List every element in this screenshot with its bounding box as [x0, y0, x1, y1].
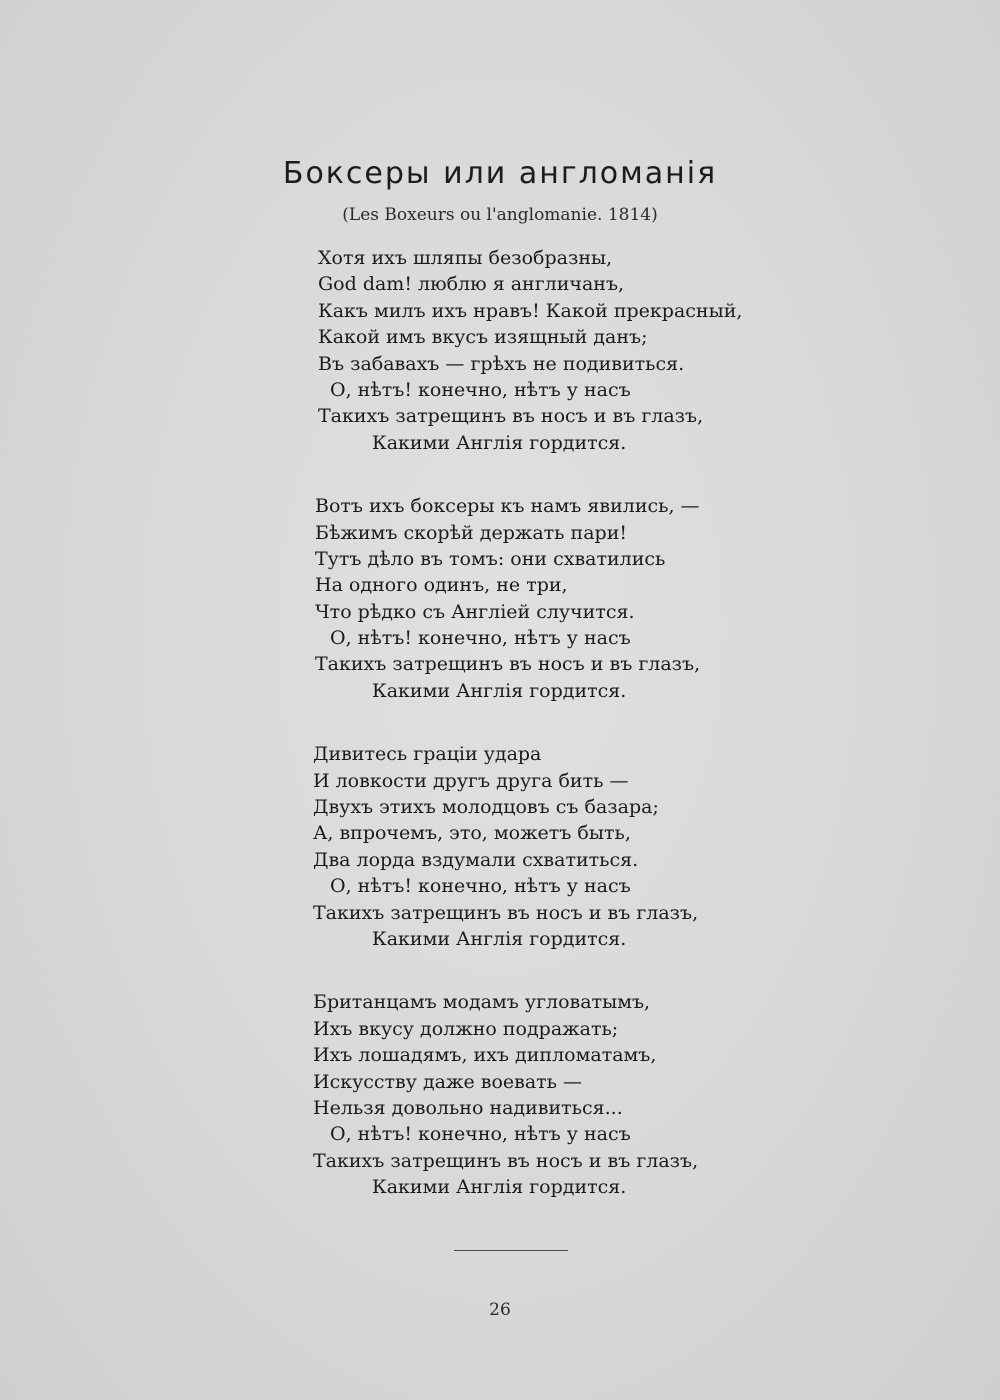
verse-line: На одного одинъ, не три, — [315, 574, 568, 597]
stanza-3 — [0, 741, 1000, 952]
verse-line: Британцамъ модамъ угловатымъ, — [313, 991, 651, 1014]
stanza-4 — [0, 989, 1000, 1200]
refrain-line: Такихъ затрещинъ въ носъ и въ глазъ, — [313, 1149, 699, 1172]
verse-line: И ловкости другъ друга бить — — [313, 769, 629, 792]
stanza-2 — [0, 493, 1000, 704]
refrain-line: Такихъ затрещинъ въ носъ и въ глазъ, — [318, 405, 704, 428]
refrain-line: Какими Англія гордится. — [372, 431, 627, 454]
verse-line: Тутъ дѣло въ томъ: они схватились — [315, 547, 666, 570]
poem-subtitle: (Les Boxeurs ou l'anglomanie. 1814) — [342, 205, 658, 225]
refrain-line: Такихъ затрещинъ въ носъ и въ глазъ, — [313, 901, 699, 924]
verse-line: Ихъ вкусу должно подражать; — [313, 1017, 619, 1040]
stanza-1 — [0, 245, 1000, 456]
page-number: 26 — [489, 1300, 511, 1320]
verse-line: Что рѣдко съ Англіей случится. — [315, 600, 635, 623]
refrain-line: Какими Англія гордится. — [372, 679, 627, 702]
refrain-line: Какими Англія гордится. — [372, 927, 627, 950]
poem-body — [0, 245, 1000, 1238]
verse-line: Бѣжимъ скорѣй держать пари! — [315, 521, 628, 544]
verse-line: Искусству даже воевать — — [313, 1070, 583, 1093]
verse-line: Ихъ лошадямъ, ихъ дипломатамъ, — [313, 1044, 657, 1067]
verse-line: А, впрочемъ, это, можетъ быть, — [313, 822, 631, 845]
verse-line: Въ забавахъ — грѣхъ не подивиться. — [318, 352, 685, 375]
refrain-line: Какими Англія гордится. — [372, 1176, 627, 1199]
verse-line: Двухъ этихъ молодцовъ съ базара; — [313, 796, 659, 819]
refrain-line: О, нѣтъ! конечно, нѣтъ у насъ — [330, 1123, 631, 1146]
refrain-line: О, нѣтъ! конечно, нѣтъ у насъ — [330, 627, 631, 650]
refrain-line: Такихъ затрещинъ въ носъ и въ глазъ, — [315, 653, 701, 676]
refrain-line: О, нѣтъ! конечно, нѣтъ у насъ — [330, 875, 631, 898]
poem-title: Боксеры или англоманія — [282, 156, 718, 191]
verse-line: Вотъ ихъ боксеры къ намъ явились, — — [315, 495, 700, 518]
verse-line: Хотя ихъ шляпы безобразны, — [318, 247, 613, 269]
end-rule-divider — [454, 1250, 568, 1251]
verse-line: Какъ милъ ихъ нравъ! Какой прекрасный, — [318, 299, 743, 322]
verse-line: God dam! люблю я англичанъ, — [318, 273, 625, 296]
verse-line: Два лорда вздумали схватиться. — [313, 848, 639, 871]
verse-line: Какой имъ вкусъ изящный данъ; — [318, 326, 648, 349]
verse-line: Нельзя довольно надивиться... — [313, 1096, 623, 1119]
verse-line: Дивитесь граціи удара — [313, 743, 542, 766]
refrain-line: О, нѣтъ! конечно, нѣтъ у насъ — [330, 378, 631, 401]
